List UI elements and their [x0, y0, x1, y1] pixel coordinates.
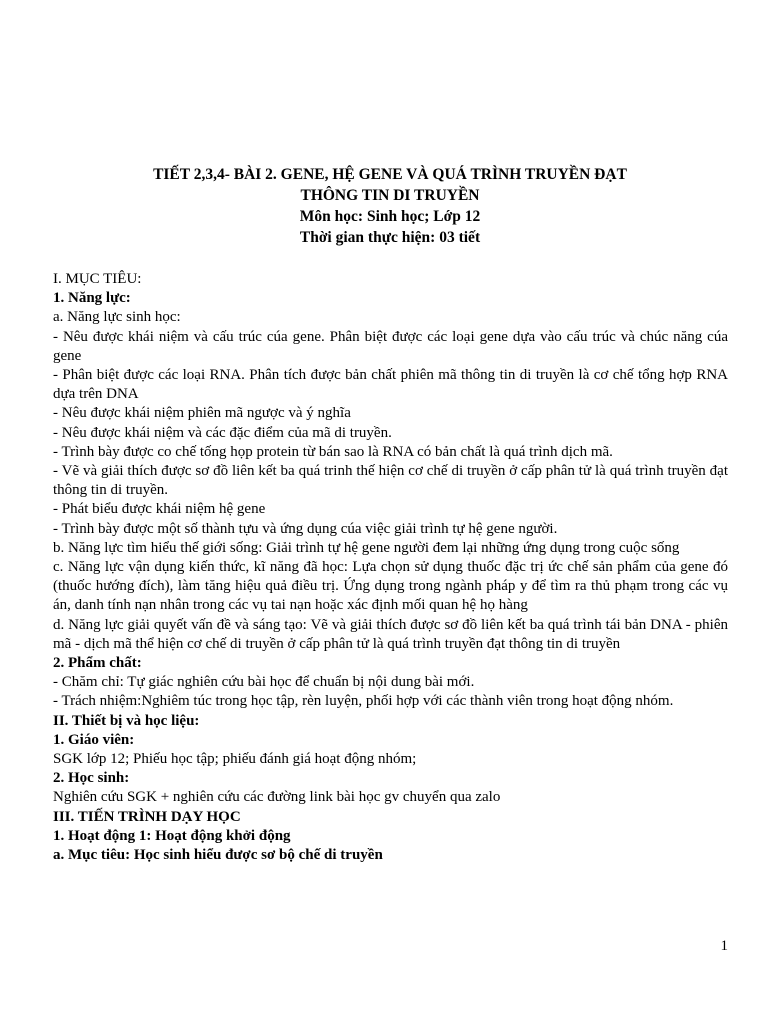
- process-heading: III. TIẾN TRÌNH DẠY HỌC: [53, 808, 241, 825]
- page-number: 1: [720, 938, 728, 954]
- qualities-heading: 2. Phẩm chất:: [53, 655, 142, 672]
- bullet-reverse-transcription: - Nêu được khái niệm phiên mã ngược và ý nghĩa: [53, 405, 351, 422]
- competency-b: b. Năng lực tìm hiểu thế giới sống: Giải trình tự hệ gene người đem lại những ứng dụng trong cuộc sống: [53, 539, 680, 556]
- teacher-text: SGK lớp 12; Phiếu học tập; phiếu đánh giá hoạt động nhóm;: [53, 751, 417, 768]
- competency-c: c. Năng lực vận dụng kiến thức, kĩ năng đã học: Lựa chọn sử dụng thuốc đặc trị ức chế sản phẩm của gene đó (thuốc hướng đích), làm tăng hiệu quả điều trị. Ứng dụng trong ngành pháp y để tìm ra thủ phạm trong các vụ án, danh tính nạn nhân trong các vụ tai nạn hoặc xác định mối quan hệ họ hàng: [53, 559, 728, 614]
- bullet-diagram: - Vẽ và giải thích được sơ đồ liên kết ba quá trinh thế hiện cơ chế di truyền ở cấp phân tử là quá trình truyền đạt thông tin di truyền.: [53, 463, 728, 499]
- document-header: [52, 164, 728, 248]
- competency-d: d. Năng lực giải quyết vấn đề và sáng tạo: Vẽ và giải thích được sơ đồ liên kết ba quá trình tái bản DNA - phiên mã - dịch mã thể hiện cơ chế di truyền ở cấp phân tử là quá trình truyền đạt thông tin di truyền: [53, 616, 728, 652]
- activity-1-heading: 1. Hoạt động 1: Hoạt động khởi động: [53, 827, 291, 844]
- bullet-rna-types: - Phân biệt được các loại RNA. Phân tích được bản chất phiên mã thông tin di truyền là cơ chế tổng hợp RNA dựa trên DNA: [53, 367, 728, 403]
- bullet-genome-applications: - Trình bày được một số thành tựu và ứng dụng cúa việc giải trình tự hệ gene người.: [53, 520, 558, 537]
- duration-line: Thời gian thực hiện: 03 tiết: [299, 229, 481, 246]
- title-line-2: THÔNG TIN DI TRUYỀN: [300, 187, 480, 204]
- equipment-heading: II. Thiết bị và học liệu:: [53, 712, 200, 729]
- quality-diligence: - Chăm chỉ: Tự giác nghiên cứu bài học để chuẩn bị nội dung bài mới.: [53, 674, 475, 691]
- bullet-genetic-code: - Nêu được khái niệm và các đặc điểm của mã di truyền.: [53, 424, 392, 441]
- teacher-heading: 1. Giáo viên:: [53, 731, 135, 748]
- bullet-gene-structure: - Nêu được khái niệm và cấu trúc cúa gene. Phân biệt được các loại gene dựa vào cấu trúc và chúc năng cúa gene: [53, 328, 728, 364]
- subject-line: Môn học: Sinh học; Lớp 12: [299, 208, 481, 225]
- student-text: Nghiên cứu SGK + nghiên cứu các đường link bài học gv chuyển qua zalo: [53, 789, 501, 806]
- student-heading: 2. Học sinh:: [53, 770, 130, 787]
- activity-1-goal: a. Mục tiêu: Học sinh hiểu được sơ bộ chế di truyền: [53, 847, 383, 864]
- title-line-1: TIẾT 2,3,4- BÀI 2. GENE, HỆ GENE VÀ QUÁ TRÌNH TRUYỀN ĐẠT: [153, 166, 627, 183]
- bullet-genome-concept: - Phát biểu được khái niệm hệ gene: [53, 501, 266, 518]
- bullet-protein-synthesis: - Trình bày được co chế tống họp protein từ bán sao là RNA có bản chất là quá trình dịch mã.: [53, 443, 613, 460]
- bio-competency-heading: a. Năng lực sinh học:: [53, 309, 181, 326]
- document-body: [53, 270, 728, 865]
- competency-heading: 1. Năng lực:: [53, 290, 131, 307]
- objectives-heading: I. MỤC TIÊU:: [53, 271, 142, 287]
- quality-responsibility: - Trách nhiệm:Nghiêm túc trong học tập, rèn luyện, phối hợp với các thành viên trong hoạt động nhóm.: [53, 693, 674, 710]
